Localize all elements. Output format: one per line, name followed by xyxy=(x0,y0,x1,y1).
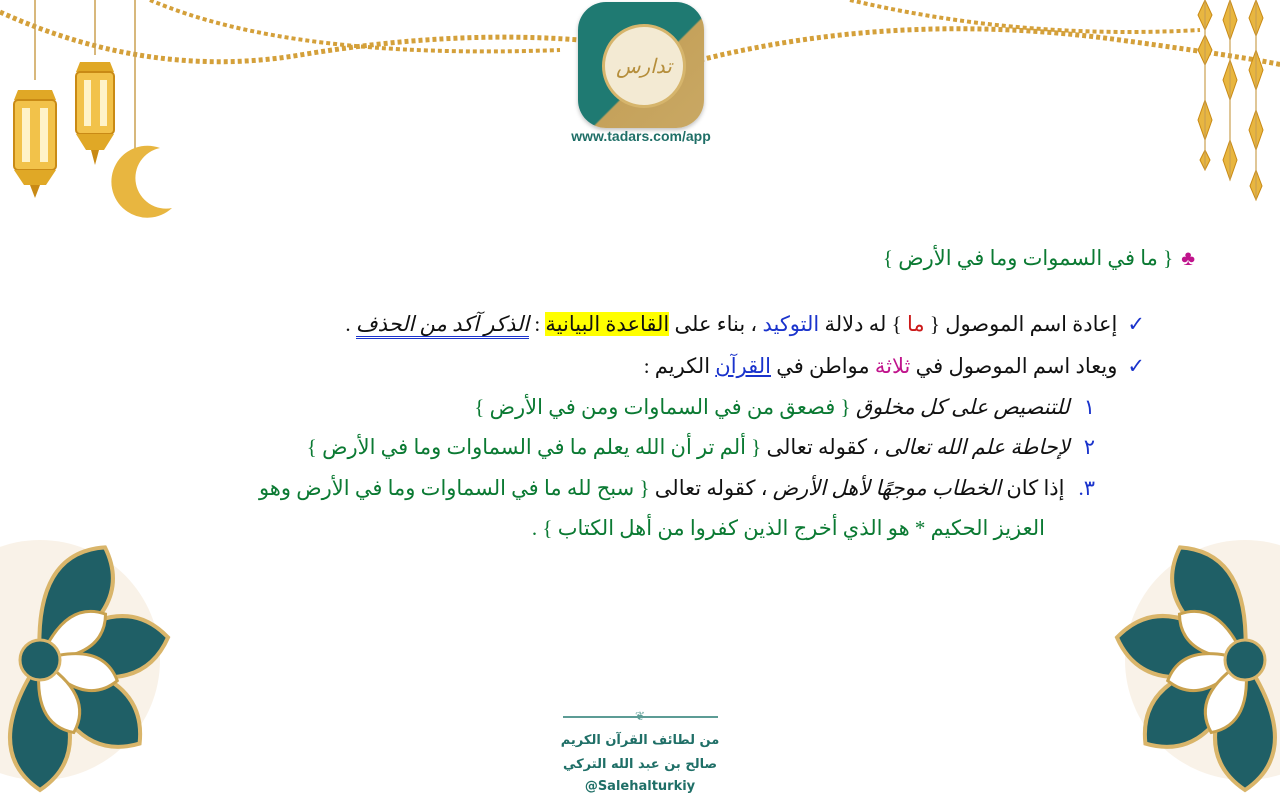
list-item xyxy=(307,435,1095,460)
highlighted-rule: القاعدة البيانية xyxy=(545,312,670,336)
text-segment: ، كقوله تعالى xyxy=(761,435,885,459)
text-segment: إذا كان xyxy=(1001,476,1065,500)
check-icon: ✓ xyxy=(1127,312,1145,336)
item-verse: { فصعق من في السماوات ومن في الأرض } xyxy=(474,395,856,419)
text-segment: : xyxy=(529,312,546,336)
logo-text: تدارس xyxy=(602,24,686,108)
text-segment: ، كقوله تعالى xyxy=(649,476,773,500)
item-number: ١ xyxy=(1083,395,1095,419)
list-item xyxy=(259,476,1095,501)
text-segment: ثلاثة xyxy=(874,354,911,378)
crescent-icon xyxy=(111,146,172,218)
text-segment: ، بناء على xyxy=(669,312,763,336)
text-segment: . xyxy=(345,312,356,336)
footer-title: من لطائف القرآن الكريم xyxy=(560,733,720,748)
text-segment: ويعاد اسم الموصول في xyxy=(910,354,1118,378)
heading-text: { ما في السموات وما في الأرض } xyxy=(882,246,1174,270)
text-segment: الكريم : xyxy=(643,354,716,378)
text-segment: إعادة اسم الموصول { xyxy=(924,312,1118,336)
text-segment: } له دلالة xyxy=(819,312,907,336)
item-label: للتنصيص على كل مخلوق xyxy=(855,395,1070,419)
site-url[interactable]: www.tadars.com/app xyxy=(571,128,711,144)
garland-right xyxy=(700,0,1280,220)
text-segment: ما xyxy=(906,312,925,336)
floral-ornament-left xyxy=(0,520,200,800)
club-icon: ♣ xyxy=(1181,246,1195,270)
point-1 xyxy=(345,312,1145,337)
floral-ornament-right xyxy=(1080,520,1280,800)
garland-left xyxy=(0,0,580,220)
lantern-icon xyxy=(76,0,114,165)
item-label: الخطاب موجهًا لأهل الأرض xyxy=(772,476,1002,500)
heading xyxy=(883,246,1195,271)
list-item xyxy=(474,395,1095,420)
list-item-continuation xyxy=(532,516,1045,541)
rule-quote: الذكر آكد من الحذف xyxy=(356,312,529,339)
tadars-logo[interactable] xyxy=(578,2,704,128)
footer-handle[interactable]: @Salehalturkiy xyxy=(584,779,696,794)
quran-link[interactable]: القرآن xyxy=(715,354,771,378)
text-segment: مواطن في xyxy=(770,354,875,378)
item-verse: العزيز الحكيم * هو الذي أخرج الذين كفروا من أهل الكتاب } . xyxy=(531,516,1045,540)
item-verse: { سبح لله ما في السماوات وما في الأرض وهو xyxy=(258,476,650,500)
ornament-icon: ❦ xyxy=(634,709,646,723)
point-2 xyxy=(644,354,1145,379)
item-verse: { ألم تر أن الله يعلم ما في السماوات وما في الأرض } xyxy=(306,435,762,459)
footer-author: صالح بن عبد الله التركي xyxy=(562,757,718,772)
item-label: لإحاطة علم الله تعالى xyxy=(884,435,1070,459)
text-segment: التوكيد xyxy=(762,312,820,336)
item-number: ٢ xyxy=(1083,435,1095,459)
check-icon: ✓ xyxy=(1127,354,1145,378)
item-number: ٣. xyxy=(1078,476,1095,500)
